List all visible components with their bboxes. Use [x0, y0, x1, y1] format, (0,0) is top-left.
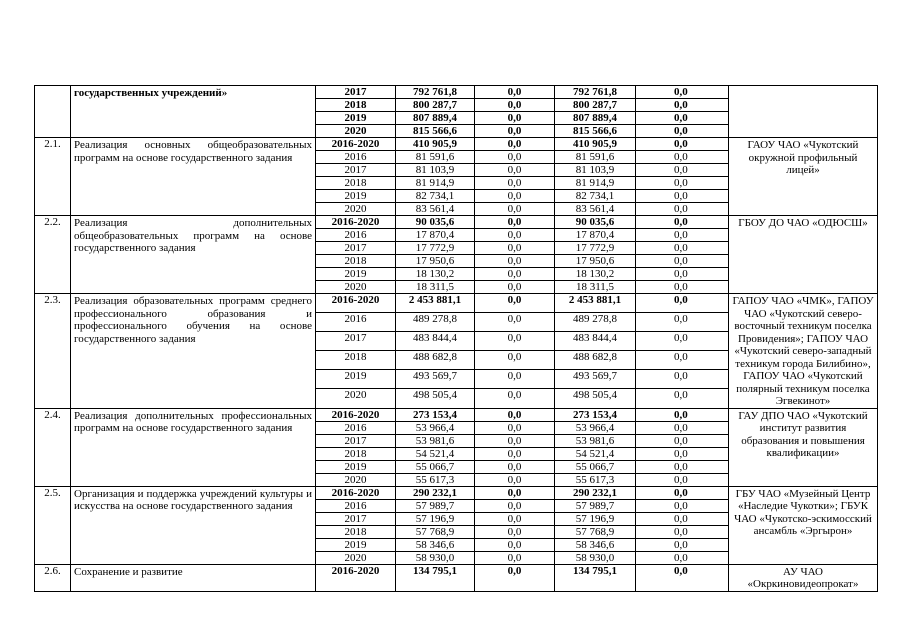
regional-cell: 17 950,6 [555, 255, 636, 268]
federal-cell: 0,0 [475, 389, 555, 408]
federal-cell: 0,0 [475, 473, 555, 486]
other-cell: 0,0 [636, 538, 729, 551]
other-cell: 0,0 [636, 255, 729, 268]
year-cell: 2019 [316, 370, 396, 389]
total-cell: 58 930,0 [396, 551, 475, 564]
regional-cell: 53 981,6 [555, 434, 636, 447]
budget-table [34, 85, 878, 592]
table-body [35, 86, 878, 592]
total-cell: 57 196,9 [396, 512, 475, 525]
total-cell: 54 521,4 [396, 447, 475, 460]
total-cell: 82 734,1 [396, 190, 475, 203]
federal-cell: 0,0 [475, 268, 555, 281]
row-number-cell: 2.2. [35, 216, 71, 294]
year-cell: 2016-2020 [316, 486, 396, 499]
federal-cell: 0,0 [475, 351, 555, 370]
total-cell: 83 561,4 [396, 203, 475, 216]
total-cell: 488 682,8 [396, 351, 475, 370]
total-cell: 53 981,6 [396, 434, 475, 447]
other-cell: 0,0 [636, 473, 729, 486]
activity-name-cell: Реализация основных общеобразовательных программ на основе государственного задания [71, 138, 316, 216]
federal-cell: 0,0 [475, 255, 555, 268]
federal-cell: 0,0 [475, 216, 555, 229]
federal-cell: 0,0 [475, 242, 555, 255]
regional-cell: 134 795,1 [555, 564, 636, 591]
regional-cell: 493 569,7 [555, 370, 636, 389]
total-cell: 17 870,4 [396, 229, 475, 242]
federal-cell: 0,0 [475, 434, 555, 447]
regional-cell: 81 103,9 [555, 164, 636, 177]
year-cell: 2016-2020 [316, 294, 396, 313]
federal-cell: 0,0 [475, 294, 555, 313]
federal-cell: 0,0 [475, 486, 555, 499]
federal-cell: 0,0 [475, 177, 555, 190]
regional-cell: 498 505,4 [555, 389, 636, 408]
responsible-cell: ГБОУ ДО ЧАО «ОДЮСШ» [729, 216, 878, 294]
activity-name-cell: Реализация дополнительных общеобразовательных программ на основе государственного задания [71, 216, 316, 294]
other-cell: 0,0 [636, 351, 729, 370]
regional-cell: 53 966,4 [555, 421, 636, 434]
federal-cell: 0,0 [475, 99, 555, 112]
regional-cell: 82 734,1 [555, 190, 636, 203]
regional-cell: 792 761,8 [555, 86, 636, 99]
activity-name-cell: Сохранение и развитие [71, 564, 316, 591]
regional-cell: 55 066,7 [555, 460, 636, 473]
other-cell: 0,0 [636, 86, 729, 99]
federal-cell: 0,0 [475, 512, 555, 525]
row-number-cell [35, 86, 71, 138]
table-row [35, 216, 878, 229]
other-cell: 0,0 [636, 99, 729, 112]
total-cell: 800 287,7 [396, 99, 475, 112]
total-cell: 81 914,9 [396, 177, 475, 190]
other-cell: 0,0 [636, 112, 729, 125]
regional-cell: 57 768,9 [555, 525, 636, 538]
regional-cell: 18 311,5 [555, 281, 636, 294]
regional-cell: 81 914,9 [555, 177, 636, 190]
year-cell: 2017 [316, 512, 396, 525]
year-cell: 2018 [316, 447, 396, 460]
year-cell: 2017 [316, 434, 396, 447]
other-cell: 0,0 [636, 216, 729, 229]
federal-cell: 0,0 [475, 370, 555, 389]
federal-cell: 0,0 [475, 203, 555, 216]
year-cell: 2018 [316, 99, 396, 112]
regional-cell: 58 930,0 [555, 551, 636, 564]
table-row [35, 486, 878, 499]
row-number-cell: 2.1. [35, 138, 71, 216]
regional-cell: 17 870,4 [555, 229, 636, 242]
total-cell: 410 905,9 [396, 138, 475, 151]
year-cell: 2019 [316, 460, 396, 473]
year-cell: 2017 [316, 86, 396, 99]
total-cell: 53 966,4 [396, 421, 475, 434]
year-cell: 2016 [316, 313, 396, 332]
responsible-cell: ГАУ ДПО ЧАО «Чукотский институт развития образования и повышения квалификации» [729, 408, 878, 486]
year-cell: 2019 [316, 190, 396, 203]
other-cell: 0,0 [636, 564, 729, 591]
total-cell: 290 232,1 [396, 486, 475, 499]
regional-cell: 57 196,9 [555, 512, 636, 525]
total-cell: 81 103,9 [396, 164, 475, 177]
year-cell: 2017 [316, 164, 396, 177]
federal-cell: 0,0 [475, 151, 555, 164]
row-number-cell: 2.5. [35, 486, 71, 564]
regional-cell: 81 591,6 [555, 151, 636, 164]
other-cell: 0,0 [636, 203, 729, 216]
year-cell: 2020 [316, 281, 396, 294]
federal-cell: 0,0 [475, 447, 555, 460]
other-cell: 0,0 [636, 389, 729, 408]
federal-cell: 0,0 [475, 499, 555, 512]
other-cell: 0,0 [636, 242, 729, 255]
year-cell: 2016-2020 [316, 564, 396, 591]
year-cell: 2016-2020 [316, 216, 396, 229]
year-cell: 2018 [316, 177, 396, 190]
year-cell: 2016 [316, 421, 396, 434]
total-cell: 483 844,4 [396, 332, 475, 351]
total-cell: 90 035,6 [396, 216, 475, 229]
year-cell: 2016 [316, 151, 396, 164]
table-row [35, 408, 878, 421]
table-row [35, 138, 878, 151]
year-cell: 2019 [316, 112, 396, 125]
year-cell: 2016 [316, 229, 396, 242]
total-cell: 2 453 881,1 [396, 294, 475, 313]
total-cell: 17 950,6 [396, 255, 475, 268]
federal-cell: 0,0 [475, 408, 555, 421]
total-cell: 58 346,6 [396, 538, 475, 551]
regional-cell: 17 772,9 [555, 242, 636, 255]
year-cell: 2018 [316, 525, 396, 538]
regional-cell: 815 566,6 [555, 125, 636, 138]
federal-cell: 0,0 [475, 112, 555, 125]
total-cell: 134 795,1 [396, 564, 475, 591]
year-cell: 2019 [316, 268, 396, 281]
other-cell: 0,0 [636, 421, 729, 434]
year-cell: 2016-2020 [316, 138, 396, 151]
year-cell: 2017 [316, 242, 396, 255]
regional-cell: 488 682,8 [555, 351, 636, 370]
federal-cell: 0,0 [475, 332, 555, 351]
federal-cell: 0,0 [475, 190, 555, 203]
total-cell: 57 989,7 [396, 499, 475, 512]
year-cell: 2020 [316, 125, 396, 138]
federal-cell: 0,0 [475, 551, 555, 564]
regional-cell: 290 232,1 [555, 486, 636, 499]
federal-cell: 0,0 [475, 313, 555, 332]
year-cell: 2020 [316, 473, 396, 486]
activity-name-cell: Организация и поддержка учреждений культуры и искусства на основе государственного задания [71, 486, 316, 564]
total-cell: 55 617,3 [396, 473, 475, 486]
row-number-cell: 2.3. [35, 294, 71, 409]
total-cell: 815 566,6 [396, 125, 475, 138]
responsible-cell: АУ ЧАО «Окркиновидеопрокат» [729, 564, 878, 591]
other-cell: 0,0 [636, 164, 729, 177]
other-cell: 0,0 [636, 151, 729, 164]
year-cell: 2018 [316, 351, 396, 370]
activity-name-cell: Реализация образовательных программ среднего профессионального образования и профессионального обучения на основе государственного задания [71, 294, 316, 409]
year-cell: 2017 [316, 332, 396, 351]
other-cell: 0,0 [636, 177, 729, 190]
table-row [35, 86, 878, 99]
other-cell: 0,0 [636, 408, 729, 421]
table-row [35, 564, 878, 591]
other-cell: 0,0 [636, 370, 729, 389]
other-cell: 0,0 [636, 512, 729, 525]
federal-cell: 0,0 [475, 564, 555, 591]
total-cell: 81 591,6 [396, 151, 475, 164]
regional-cell: 90 035,6 [555, 216, 636, 229]
regional-cell: 483 844,4 [555, 332, 636, 351]
other-cell: 0,0 [636, 294, 729, 313]
regional-cell: 800 287,7 [555, 99, 636, 112]
other-cell: 0,0 [636, 268, 729, 281]
regional-cell: 58 346,6 [555, 538, 636, 551]
federal-cell: 0,0 [475, 86, 555, 99]
federal-cell: 0,0 [475, 525, 555, 538]
federal-cell: 0,0 [475, 460, 555, 473]
federal-cell: 0,0 [475, 125, 555, 138]
responsible-cell [729, 86, 878, 138]
activity-name-cell: Реализация дополнительных профессиональных программ на основе государственного задания [71, 408, 316, 486]
regional-cell: 489 278,8 [555, 313, 636, 332]
total-cell: 273 153,4 [396, 408, 475, 421]
year-cell: 2018 [316, 255, 396, 268]
regional-cell: 83 561,4 [555, 203, 636, 216]
regional-cell: 54 521,4 [555, 447, 636, 460]
other-cell: 0,0 [636, 499, 729, 512]
other-cell: 0,0 [636, 313, 729, 332]
total-cell: 807 889,4 [396, 112, 475, 125]
regional-cell: 57 989,7 [555, 499, 636, 512]
federal-cell: 0,0 [475, 164, 555, 177]
other-cell: 0,0 [636, 486, 729, 499]
total-cell: 493 569,7 [396, 370, 475, 389]
total-cell: 792 761,8 [396, 86, 475, 99]
total-cell: 498 505,4 [396, 389, 475, 408]
other-cell: 0,0 [636, 525, 729, 538]
regional-cell: 410 905,9 [555, 138, 636, 151]
federal-cell: 0,0 [475, 421, 555, 434]
table-row [35, 294, 878, 313]
responsible-cell: ГАПОУ ЧАО «ЧМК», ГАПОУ ЧАО «Чукотский северо-восточный техникум поселка Провидения»; ГАПОУ ЧАО «Чукотский северо-западный техникум города Билибино», ГАПОУ ЧАО «Чукотский полярный техникум поселка Эгвекинот» [729, 294, 878, 409]
year-cell: 2020 [316, 389, 396, 408]
regional-cell: 273 153,4 [555, 408, 636, 421]
year-cell: 2020 [316, 551, 396, 564]
federal-cell: 0,0 [475, 138, 555, 151]
other-cell: 0,0 [636, 460, 729, 473]
total-cell: 489 278,8 [396, 313, 475, 332]
regional-cell: 2 453 881,1 [555, 294, 636, 313]
federal-cell: 0,0 [475, 538, 555, 551]
other-cell: 0,0 [636, 332, 729, 351]
other-cell: 0,0 [636, 551, 729, 564]
year-cell: 2016-2020 [316, 408, 396, 421]
year-cell: 2020 [316, 203, 396, 216]
total-cell: 55 066,7 [396, 460, 475, 473]
regional-cell: 807 889,4 [555, 112, 636, 125]
federal-cell: 0,0 [475, 229, 555, 242]
year-cell: 2019 [316, 538, 396, 551]
total-cell: 17 772,9 [396, 242, 475, 255]
other-cell: 0,0 [636, 138, 729, 151]
total-cell: 18 130,2 [396, 268, 475, 281]
other-cell: 0,0 [636, 125, 729, 138]
year-cell: 2016 [316, 499, 396, 512]
other-cell: 0,0 [636, 281, 729, 294]
row-number-cell: 2.6. [35, 564, 71, 591]
other-cell: 0,0 [636, 434, 729, 447]
responsible-cell: ГБУ ЧАО «Музейный Центр «Наследие Чукотки»; ГБУК ЧАО «Чукотско-эскимосский ансамбль «Эргырон» [729, 486, 878, 564]
total-cell: 57 768,9 [396, 525, 475, 538]
other-cell: 0,0 [636, 190, 729, 203]
other-cell: 0,0 [636, 229, 729, 242]
federal-cell: 0,0 [475, 281, 555, 294]
regional-cell: 18 130,2 [555, 268, 636, 281]
total-cell: 18 311,5 [396, 281, 475, 294]
row-number-cell: 2.4. [35, 408, 71, 486]
other-cell: 0,0 [636, 447, 729, 460]
responsible-cell: ГАОУ ЧАО «Чукотский окружной профильный лицей» [729, 138, 878, 216]
regional-cell: 55 617,3 [555, 473, 636, 486]
activity-name-cell: государственных учреждений» [71, 86, 316, 138]
